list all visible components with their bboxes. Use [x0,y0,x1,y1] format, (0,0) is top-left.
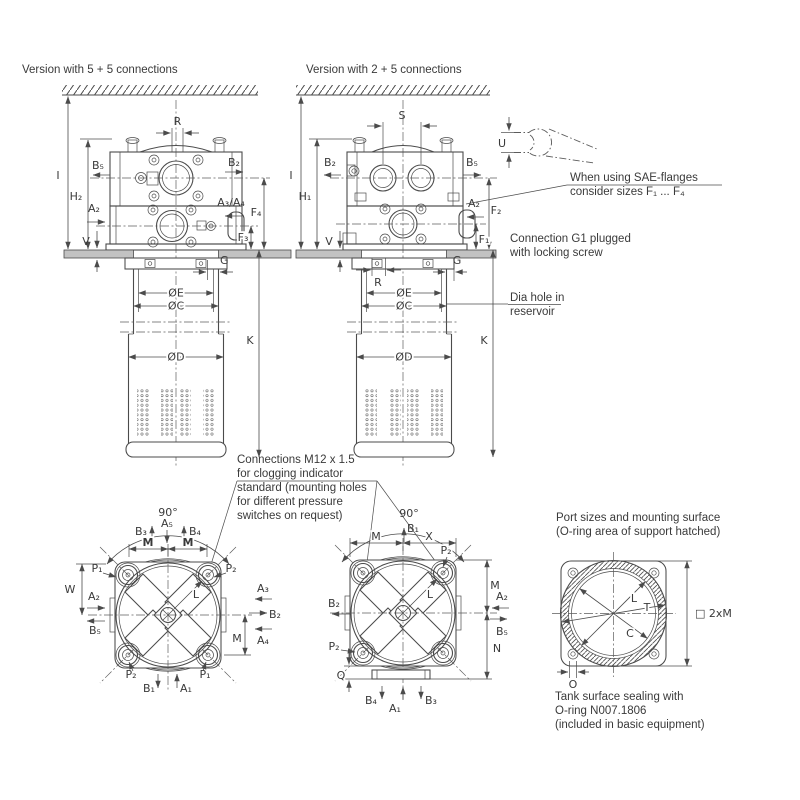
dim-label-u: U [497,137,507,150]
tank-plate [296,250,362,258]
dim-label-m: M [371,530,381,543]
port-label-b5: B₅ [92,159,104,172]
port-label-b3: B₃ [135,525,147,538]
bottom-view-5-5 [65,506,281,695]
sae-note-line2: consider sizes F₁ ... F₄ [570,186,685,198]
dim-label-h1: H₁ [298,190,312,203]
dim-label-v: V [325,235,333,248]
m12-note-line3: standard (mounting holes [237,482,367,494]
port-face-title-line2: (O-ring area of support hatched) [556,526,721,538]
m12-note-line1: Connections M12 x 1.5 [237,454,355,466]
dim-label-c: C [626,627,634,640]
leader-line [366,481,377,571]
tank-seal-note-line3: (included in basic equipment) [555,719,705,731]
dim-label-l: L [192,588,200,601]
port-label-b5: B₅ [466,156,478,169]
port-label-p2: P₂ [225,562,237,575]
dim-label-k: K [480,334,488,347]
dim-label-f3: F₃ [237,231,249,244]
dim-label-2xm: □ 2xM [695,607,732,620]
front55-title: Version with 5 + 5 connections [22,64,178,76]
port-label-b2: B₂ [228,156,240,169]
tank-plate [219,250,292,258]
ceiling-hatch [62,85,258,95]
port-label-b2: B₂ [269,608,281,621]
port-label-b1: B₁ [407,522,419,535]
port-face-title-line1: Port sizes and mounting surface [556,512,721,524]
ceiling-hatch [296,85,490,95]
dim-label-g: G [220,254,229,267]
dim-label-i: I [289,169,293,182]
port-label-b4: B₄ [365,694,377,707]
port-label-a3: A₃ [257,582,269,595]
angle-label-90: 90° [399,507,419,520]
port-label-a2: A₂ [88,590,100,603]
port-face-view [552,512,732,731]
dim-label-m: M [490,579,500,592]
tank-plate [64,250,134,258]
filter-head-2-5 [343,138,475,251]
leader-line [466,185,567,204]
front25-title: Version with 2 + 5 connections [306,64,462,76]
annotation-g1-plug [509,233,631,259]
port-label-b2: B₂ [328,597,340,610]
port-label-b5: B₅ [89,624,101,637]
dim-label-t: T [643,601,651,614]
dim-label-f1: F₁ [478,233,490,246]
g1-note-line2: with locking screw [510,247,603,259]
wrench-phantom-icon [498,117,597,168]
dim-label-oc: ØC [395,299,413,313]
dim-label-m: M [232,632,242,645]
port-label-a3-a4: A₃/A₄ [217,196,245,209]
port-label-a5: A₅ [161,517,173,530]
m12-note-line4: for different pressure [237,496,343,508]
sae-note-line1: When using SAE-flanges [570,172,698,184]
port-label-b2: B₂ [324,156,336,169]
dim-label-f2: F₂ [490,204,502,217]
port-label-b5: B₅ [496,625,508,638]
dim-label-m: M [182,536,194,549]
port-label-b3: B₃ [425,694,437,707]
dim-label-oe: ØE [168,286,184,300]
port-label-b4: B₄ [189,525,201,538]
dim-label-l: L [426,588,434,601]
port-label-a2: A₂ [88,202,100,215]
port-label-a1: A₁ [389,702,401,715]
port-label-p2: P₂ [125,668,137,681]
angle-label-90: 90° [158,506,178,519]
bowl-bottom-cap [354,442,454,457]
dim-label-h2: H₂ [69,190,83,203]
annotation-sae-flanges [466,172,722,204]
dim-label-i: I [56,169,60,182]
dim-label-od: ØD [167,350,185,364]
dim-label-g: G [452,254,462,267]
dim-label-r: R [173,115,182,128]
dim-label-w: W [64,583,76,596]
dia-note-line1: Dia hole in [510,292,565,304]
port-label-a4: A₄ [257,634,269,647]
port-label-p2: P₂ [440,544,452,557]
dim-label-s: S [398,109,406,122]
dim-label-o: O [568,678,578,691]
port-label-b1: B₁ [143,682,155,695]
dim-label-q: Q [336,669,346,682]
tank-seal-note-line2: O-ring N007.1806 [555,705,647,717]
port-label-a2: A₂ [496,590,508,603]
port-label-a2: A₂ [468,197,480,210]
dim-label-oc: ØC [167,299,185,313]
strainer-perforation [365,388,377,436]
m12-note-line5: switches on request) [237,510,343,522]
m12-note-line2: for clogging indicator [237,468,344,480]
tank-seal-note-line1: Tank surface sealing with [555,691,684,703]
dim-label-r: R [374,276,382,289]
dim-label-x: X [425,530,433,543]
strainer-perforation [137,388,149,436]
dim-label-f4: F₄ [250,206,262,219]
g1-note-line1: Connection G1 plugged [510,233,631,245]
port-label-p2: P₂ [328,640,340,653]
bowl-bottom-cap [126,442,226,457]
front-view-5-5 [22,64,291,468]
dim-label-k: K [246,334,254,347]
dia-note-line2: reservoir [510,306,555,318]
dim-label-oe: ØE [396,286,412,300]
dim-label-m: M [142,536,154,549]
dim-label-v: V [82,235,90,248]
dim-label-od: ØD [395,350,413,364]
front-view-2-5 [289,64,501,468]
annotation-dia-hole [447,292,564,318]
port-label-p1: P₁ [199,668,211,681]
dim-label-l: L [630,592,638,605]
port-label-a1: A₁ [180,682,192,695]
bottom-flange-2-5 [372,670,430,679]
port-label-p1: P₁ [91,562,103,575]
dim-label-n: N [492,642,502,655]
